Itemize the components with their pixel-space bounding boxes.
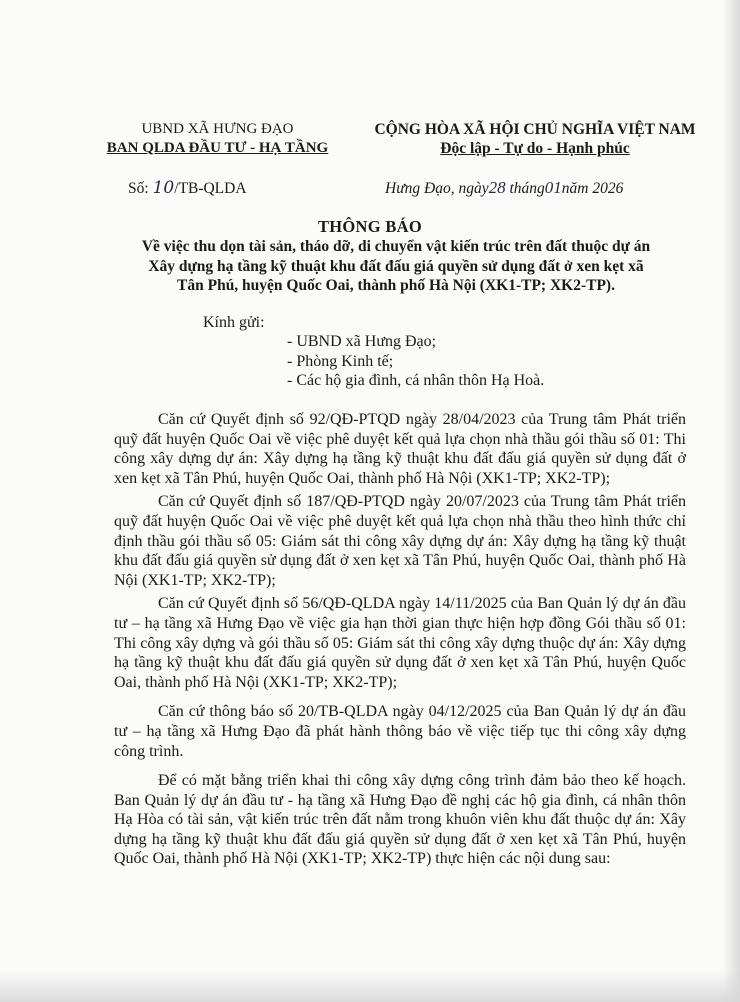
- nation-line-2: Độc lập - Tự do - Hạnh phúc: [440, 140, 630, 157]
- paragraph: Căn cứ Quyết định số 187/QĐ-PTQD ngày 20/07/2023 của Trung tâm Phát triển quỹ đất huyện Quốc Oai về việc phê duyệt kết quả lựa chọn nhà thầu theo hình thức chỉ định thầu gói thầu số 05: Giám sát thi công xây dựng dự án: Xây dựng hạ tầng kỹ thuật khu đất đấu giá quyền sử dụng đất ở xen kẹt xã Tân Phú, huyện Quốc Oai, thành phố Hà Nội (XK1-TP; XK2-TP);: [114, 493, 686, 589]
- doc-no-suffix: /TB-QLDA: [174, 180, 247, 197]
- national-motto: [355, 120, 715, 158]
- document-body: [114, 410, 686, 873]
- recipient-item: - Phòng Kinh tế;: [287, 352, 394, 370]
- recipient-list: [287, 332, 544, 391]
- issuing-agency: [100, 120, 335, 158]
- date-day: 28: [488, 178, 506, 197]
- date-month: 01: [544, 178, 562, 197]
- subject-line-1: Về việc thu dọn tài sản, tháo dỡ, di chuyển vật kiến trúc trên đất thuộc dự án: [141, 238, 651, 255]
- document-number: [128, 178, 247, 198]
- paragraph: Để có mặt bằng triển khai thi công xây dựng công trình đảm bảo theo kế hoạch. Ban Quản lý dự án đầu tư - hạ tầng xã Hưng Đạo đề nghị các hộ gia đình, cá nhân thôn Hạ Hòa có tài sản, vật kiến trúc trên đất nằm trong khuôn viên khu đất thuộc dự án: Xây dựng hạ tầng kỹ thuật khu đất đấu giá quyền sử dụng đất ở xen kẹt xã Tân Phú, huyện Quốc Oai, thành phố Hà Nội (XK1-TP; XK2-TP) thực hiện các nội dung sau:: [114, 772, 686, 868]
- subject-line-2: Xây dựng hạ tầng kỹ thuật khu đất đấu giá quyền sử dụng đất ở xen kẹt xã: [148, 257, 644, 275]
- agency-line-2: BAN QLDA ĐẦU TƯ - HẠ TẦNG: [106, 140, 329, 156]
- subject-line-3: Tân Phú, huyện Quốc Oai, thành phố Hà Nội (XK1-TP; XK2-TP).: [177, 277, 615, 294]
- recipient-item: - UBND xã Hưng Đạo;: [287, 333, 437, 350]
- date-year: năm 2026: [561, 180, 624, 197]
- date-prefix: Hưng Đạo, ngày: [385, 180, 489, 197]
- paragraph: Căn cứ Quyết định số 56/QĐ-QLDA ngày 14/11/2025 của Ban Quản lý dự án đầu tư – hạ tầng xã Hưng Đạo về việc gia hạn thời gian thực hiện hợp đồng Gói thầu số 01: Thi công xây dựng và gói thầu số 05: Giám sát thi công xây dựng thuộc dự án: Xây dựng hạ tầng kỹ thuật khu đất đấu giá quyền sử dụng đất ở xen kẹt xã Tân Phú, huyện Quốc Oai, thành phố Hà Nội (XK1-TP; XK2-TP);: [114, 595, 686, 691]
- document-subject: [96, 237, 696, 296]
- greeting: Kính gửi:: [203, 314, 265, 331]
- page-bottom-shadow: [0, 970, 740, 1002]
- paragraph: Căn cứ Quyết định số 92/QĐ-PTQD ngày 28/04/2023 của Trung tâm Phát triển quỹ đất huyện Quốc Oai về việc phê duyệt kết quả lựa chọn nhà thầu gói thầu số 01: Thi công xây dựng dự án: Xây dựng hạ tầng kỹ thuật khu đất đấu giá quyền sử dụng đất ở xen kẹt xã Tân Phú, huyện Quốc Oai, thành phố Hà Nội (XK1-TP; XK2-TP);: [114, 411, 686, 487]
- page-edge-shadow: [722, 0, 740, 1002]
- document-title: THÔNG BÁO: [317, 217, 422, 236]
- doc-no-handwritten: 10: [152, 178, 175, 198]
- recipient-item: - Các hộ gia đình, cá nhân thôn Hạ Hoà.: [287, 372, 545, 389]
- date-month-label: tháng: [509, 180, 545, 197]
- doc-no-label: Số:: [128, 180, 149, 197]
- issue-date: [385, 178, 623, 198]
- paragraph: Căn cứ thông báo số 20/TB-QLDA ngày 04/12/2025 của Ban Quản lý dự án đầu tư – hạ tầng xã Hưng Đạo đã phát hành thông báo về việc tiếp tục thi công xây dựng công trình.: [114, 703, 686, 760]
- nation-line-1: CỘNG HÒA XÃ HỘI CHỦ NGHĨA VIỆT NAM: [374, 121, 696, 138]
- agency-line-1: UBND XÃ HƯNG ĐẠO: [141, 121, 294, 137]
